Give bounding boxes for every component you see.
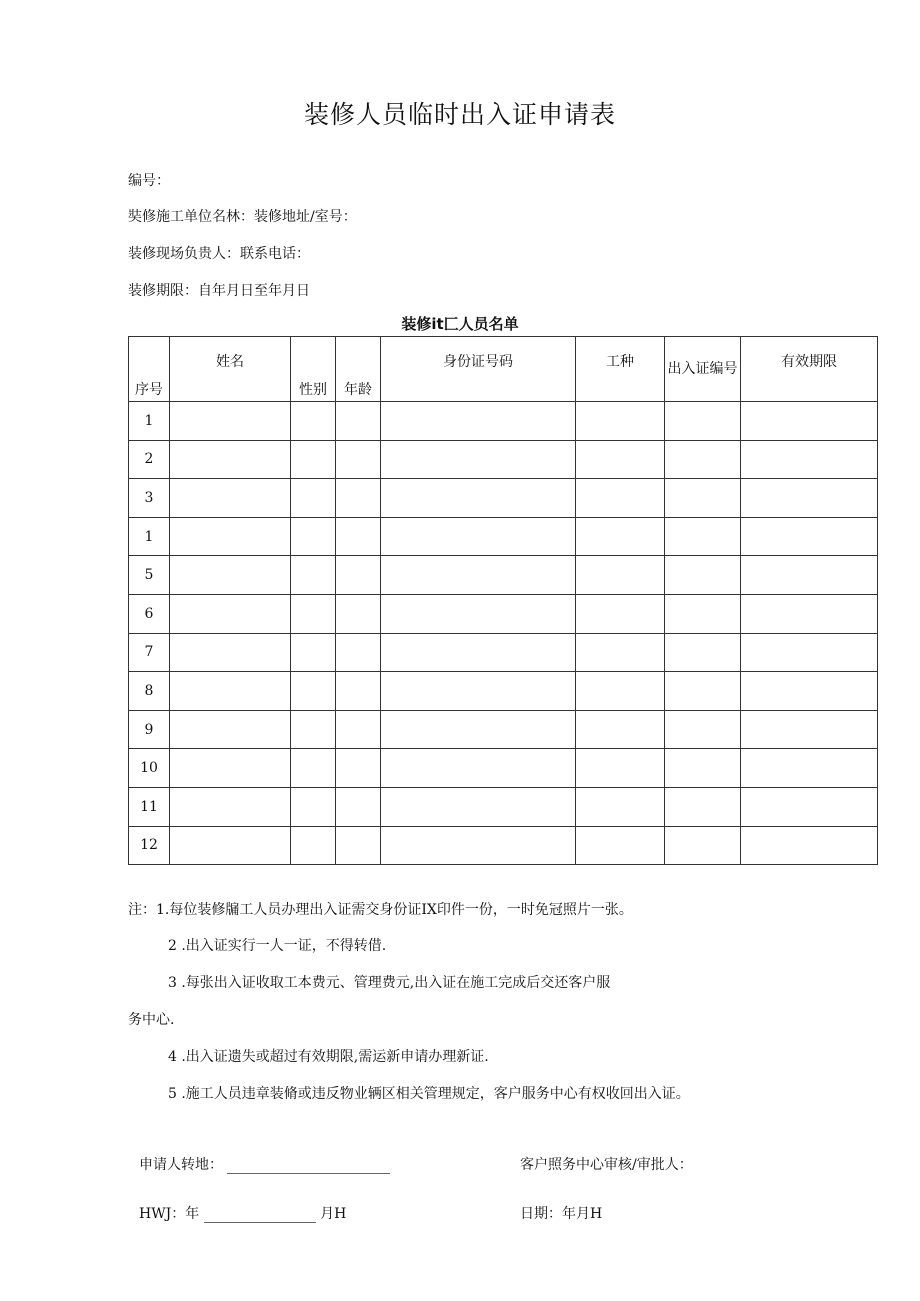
cell-gender[interactable] xyxy=(291,826,336,865)
field-period: 装修期限：自年月日至年月日 xyxy=(128,283,310,299)
header-trade: 工种 xyxy=(576,337,665,402)
header-age: 年龄 xyxy=(336,337,381,402)
row-seq-number: 9 xyxy=(129,710,170,749)
cell-trade[interactable] xyxy=(576,440,665,479)
header-seq: 序号 xyxy=(129,337,170,402)
cell-trade[interactable] xyxy=(576,594,665,633)
cell-id-number[interactable] xyxy=(381,633,576,672)
table-row xyxy=(129,710,878,749)
cell-gender[interactable] xyxy=(291,517,336,556)
header-name: 姓名 xyxy=(170,337,291,402)
cell-validity[interactable] xyxy=(741,556,878,595)
cell-pass-number[interactable] xyxy=(665,440,741,479)
row-seq-number: 7 xyxy=(129,633,170,672)
table-row xyxy=(129,594,878,633)
note-3-continued: 务中心. xyxy=(128,1012,175,1028)
cell-name[interactable] xyxy=(170,672,291,711)
cell-validity[interactable] xyxy=(741,787,878,826)
table-header-row xyxy=(129,337,878,402)
note-4: 4 .出入证遗失或超过有效期限,需运新申请办理新证. xyxy=(168,1049,489,1065)
row-seq-number: 2 xyxy=(129,440,170,479)
cell-id-number[interactable] xyxy=(381,440,576,479)
cell-age[interactable] xyxy=(336,517,381,556)
cell-gender[interactable] xyxy=(291,787,336,826)
cell-name[interactable] xyxy=(170,826,291,865)
cell-pass-number[interactable] xyxy=(665,594,741,633)
cell-validity[interactable] xyxy=(741,672,878,711)
cell-id-number[interactable] xyxy=(381,479,576,518)
table-row xyxy=(129,633,878,672)
cell-name[interactable] xyxy=(170,787,291,826)
header-gender: 性别 xyxy=(291,337,336,402)
cell-age[interactable] xyxy=(336,710,381,749)
cell-trade[interactable] xyxy=(576,710,665,749)
cell-id-number[interactable] xyxy=(381,556,576,595)
table-row xyxy=(129,672,878,711)
cell-validity[interactable] xyxy=(741,749,878,788)
field-supervisor-phone: 装修现场负贵人：联系电话： xyxy=(128,246,310,262)
row-seq-number: 6 xyxy=(129,594,170,633)
cell-gender[interactable] xyxy=(291,402,336,441)
form-title: 装修人员临时出入证申请表 xyxy=(303,100,616,129)
cell-pass-number[interactable] xyxy=(665,402,741,441)
cell-id-number[interactable] xyxy=(381,787,576,826)
cell-name[interactable] xyxy=(170,517,291,556)
cell-validity[interactable] xyxy=(741,479,878,518)
table-row xyxy=(129,787,878,826)
cell-age[interactable] xyxy=(336,787,381,826)
cell-pass-number[interactable] xyxy=(665,749,741,788)
cell-name[interactable] xyxy=(170,594,291,633)
note-5: 5 .施工人员违章装脩或违反物业辆区相关管理规定，客户服务中心有权收回出入证。 xyxy=(168,1086,690,1102)
cell-name[interactable] xyxy=(170,556,291,595)
row-seq-number: 10 xyxy=(129,749,170,788)
cell-id-number[interactable] xyxy=(381,826,576,865)
table-row xyxy=(129,440,878,479)
table-row xyxy=(129,556,878,595)
cell-pass-number[interactable] xyxy=(665,787,741,826)
cell-age[interactable] xyxy=(336,594,381,633)
cell-validity[interactable] xyxy=(741,402,878,441)
cell-id-number[interactable] xyxy=(381,749,576,788)
approver-label: 客户照务中心审核/审批人： xyxy=(520,1157,693,1173)
row-seq-number: 5 xyxy=(129,556,170,595)
field-company-address: 奘修施工单位名林：装修地址/室号： xyxy=(128,209,357,225)
row-seq-number: 12 xyxy=(129,826,170,865)
table-row xyxy=(129,479,878,518)
row-seq-number: 3 xyxy=(129,479,170,518)
cell-pass-number[interactable] xyxy=(665,710,741,749)
cell-validity[interactable] xyxy=(741,826,878,865)
cell-trade[interactable] xyxy=(576,787,665,826)
note-2: 2 .出入证实行一人一证，不得转借. xyxy=(168,938,387,954)
row-seq-number: 11 xyxy=(129,787,170,826)
table-row xyxy=(129,826,878,865)
cell-name[interactable] xyxy=(170,710,291,749)
cell-age[interactable] xyxy=(336,826,381,865)
cell-age[interactable] xyxy=(336,556,381,595)
cell-gender[interactable] xyxy=(291,440,336,479)
cell-name[interactable] xyxy=(170,749,291,788)
table-row xyxy=(129,517,878,556)
cell-validity[interactable] xyxy=(741,517,878,556)
cell-pass-number[interactable] xyxy=(665,517,741,556)
date-line[interactable] xyxy=(204,1208,316,1223)
cell-trade[interactable] xyxy=(576,556,665,595)
cell-id-number[interactable] xyxy=(381,672,576,711)
header-id-number: 身份证号码 xyxy=(381,337,576,402)
cell-age[interactable] xyxy=(336,402,381,441)
cell-pass-number[interactable] xyxy=(665,672,741,711)
cell-id-number[interactable] xyxy=(381,517,576,556)
cell-pass-number[interactable] xyxy=(665,556,741,595)
applicant-label: 申请人转地： xyxy=(139,1157,223,1173)
table-row xyxy=(129,402,878,441)
cell-name[interactable] xyxy=(170,633,291,672)
cell-validity[interactable] xyxy=(741,633,878,672)
cell-gender[interactable] xyxy=(291,556,336,595)
approver-date: 日期：年月H xyxy=(520,1206,603,1222)
cell-trade[interactable] xyxy=(576,517,665,556)
cell-gender[interactable] xyxy=(291,749,336,788)
row-seq-number: 8 xyxy=(129,672,170,711)
cell-age[interactable] xyxy=(336,672,381,711)
cell-name[interactable] xyxy=(170,402,291,441)
cell-age[interactable] xyxy=(336,749,381,788)
row-seq-number: 1 xyxy=(129,517,170,556)
cell-validity[interactable] xyxy=(741,594,878,633)
cell-age[interactable] xyxy=(336,479,381,518)
cell-name[interactable] xyxy=(170,440,291,479)
worker-roster-table xyxy=(128,336,878,865)
cell-trade[interactable] xyxy=(576,672,665,711)
roster-title: 装修it匚人员名单 xyxy=(401,315,519,333)
cell-gender[interactable] xyxy=(291,633,336,672)
cell-id-number[interactable] xyxy=(381,402,576,441)
header-validity: 有效期限 xyxy=(741,337,878,402)
field-number: 编号： xyxy=(128,173,170,189)
cell-trade[interactable] xyxy=(576,826,665,865)
cell-trade[interactable] xyxy=(576,633,665,672)
cell-validity[interactable] xyxy=(741,710,878,749)
cell-gender[interactable] xyxy=(291,479,336,518)
cell-validity[interactable] xyxy=(741,440,878,479)
cell-pass-number[interactable] xyxy=(665,479,741,518)
header-pass-number: 出入证编号 xyxy=(665,337,741,402)
applicant-signature xyxy=(139,1154,390,1174)
cell-gender[interactable] xyxy=(291,710,336,749)
cell-trade[interactable] xyxy=(576,479,665,518)
date-left-suffix: 月H xyxy=(320,1206,347,1222)
cell-gender[interactable] xyxy=(291,594,336,633)
cell-trade[interactable] xyxy=(576,402,665,441)
cell-id-number[interactable] xyxy=(381,594,576,633)
cell-id-number[interactable] xyxy=(381,710,576,749)
note-3: 3 .每张出入证收取工本费元、管理费元,出入证在施工完成后交还客户服 xyxy=(168,975,611,991)
note-1: 注：1.每位装修牖工人员办理出入证需交身份证IX印件一份，一时免冠照片一张。 xyxy=(128,902,633,918)
cell-trade[interactable] xyxy=(576,749,665,788)
cell-age[interactable] xyxy=(336,633,381,672)
cell-name[interactable] xyxy=(170,479,291,518)
date-left-prefix: HWJ：年 xyxy=(139,1206,200,1222)
table-row xyxy=(129,749,878,788)
cell-gender[interactable] xyxy=(291,672,336,711)
cell-age[interactable] xyxy=(336,440,381,479)
applicant-signature-line[interactable] xyxy=(227,1159,390,1174)
applicant-date xyxy=(139,1203,346,1223)
cell-pass-number[interactable] xyxy=(665,633,741,672)
row-seq-number: 1 xyxy=(129,402,170,441)
cell-pass-number[interactable] xyxy=(665,826,741,865)
